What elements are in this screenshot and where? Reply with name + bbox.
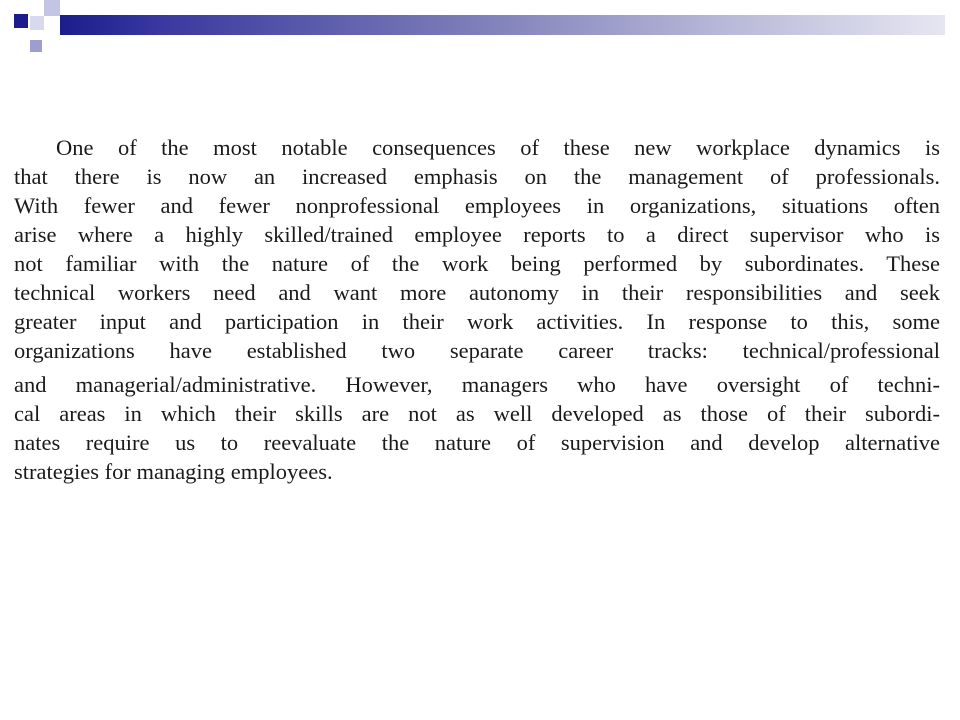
passage-line: technical workers need and want more autonomy in their responsibilities and seek	[14, 280, 940, 305]
passage-line: strategies for managing employees.	[14, 459, 333, 484]
passage-line: nates require us to reevaluate the nature of supervision and develop alternative	[14, 430, 940, 455]
decorative-square-light	[44, 0, 60, 16]
passage-line: and managerial/administrative. However, managers who have oversight of techni-	[14, 372, 940, 397]
passage-line: With fewer and fewer nonprofessional employees in organizations, situations often	[14, 193, 940, 218]
passage-line: One of the most notable consequences of these new workplace dynamics is	[56, 135, 940, 160]
passage-line: arise where a highly skilled/trained employee reports to a direct supervisor who is	[14, 222, 940, 247]
passage-line: cal areas in which their skills are not as well developed as those of their subordi-	[14, 401, 940, 426]
text-passage	[14, 133, 940, 486]
decorative-square-lower	[30, 40, 42, 52]
decorative-square-mid	[30, 16, 44, 30]
passage-line: not familiar with the nature of the work being performed by subordinates. These	[14, 251, 940, 276]
passage-line: greater input and participation in their work activities. In response to this, some	[14, 309, 940, 334]
passage-line: that there is now an increased emphasis on the management of professionals.	[14, 164, 940, 189]
passage-line: organizations have established two separate career tracks: technical/professional	[14, 338, 940, 363]
decorative-square-dark	[14, 14, 28, 28]
header-gradient-bar	[60, 15, 945, 35]
